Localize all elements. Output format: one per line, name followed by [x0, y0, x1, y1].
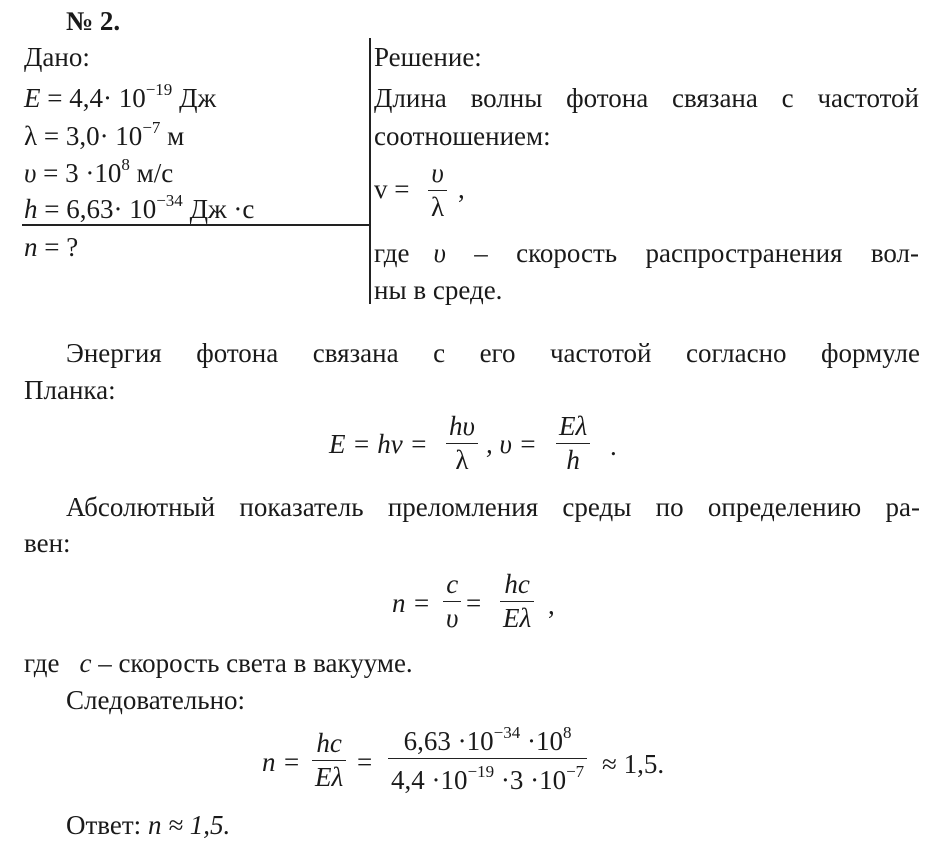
formula-2-mid: , υ = [486, 429, 537, 459]
formula-1-tail: , [458, 174, 465, 204]
formula-3-tail: , [548, 590, 555, 620]
formula-4-den-mid: ·3 ·10 [494, 765, 567, 795]
energy-value: = 4,4· 10 [40, 83, 146, 113]
energy-unit: Дж [172, 83, 217, 113]
formula-4-num-mid: ·10 [520, 726, 563, 756]
find-symbol: n [24, 232, 38, 262]
formula-1-num: υ [431, 158, 444, 188]
formula-2-tail: . [610, 431, 617, 461]
lambda-value: = 3,0· 10 [37, 121, 143, 151]
formula-3-f1-den: υ [443, 601, 461, 632]
formula-1-lhs: v = [374, 174, 410, 204]
paragraph-2-line-2: вен: [24, 528, 71, 558]
formula-4-f2-den [388, 758, 587, 794]
velocity-exp: 8 [121, 155, 130, 174]
formula-2-fraction-2 [556, 413, 590, 474]
where-1-word: где [374, 238, 410, 268]
solution-where-line [374, 240, 919, 267]
planck-unit: Дж ·с [182, 194, 255, 224]
find-eq: = ? [37, 232, 79, 262]
formula-2-f1-num: hυ [449, 411, 475, 441]
lambda-exp: −7 [142, 118, 161, 137]
column-divider [369, 38, 371, 304]
formula-3-f2-den: Eλ [500, 601, 534, 632]
paragraph-1-line-1: Энергия фотона связана с его частотой согласно формуле [66, 338, 920, 368]
formula-4-f1-num: hc [316, 728, 342, 758]
formula-3-f2-num: hc [504, 569, 530, 599]
formula-3-fraction-1 [443, 571, 461, 632]
formula-2-lhs: E = hv = [329, 429, 428, 459]
formula-4-den-exp2: −7 [566, 762, 585, 781]
formula-4-eq: = [357, 747, 373, 777]
formula-4-tail: ≈ 1,5. [602, 749, 665, 779]
formula-2-fraction-1 [446, 413, 478, 474]
given-wavelength [24, 118, 185, 151]
formula-4-num-mantissa: 6,63 ·10 [403, 726, 494, 756]
formula-2-f1-den: λ [446, 443, 478, 474]
formula-3-lhs: n = [392, 588, 431, 618]
answer-value: n ≈ 1,5. [141, 810, 231, 840]
problem-number: № 2. [66, 6, 121, 36]
formula-4-fraction-2 [388, 723, 587, 795]
energy-exp: −19 [145, 80, 173, 99]
formula-4-lhs: n = [262, 747, 301, 777]
formula-1-den: λ [428, 190, 447, 221]
given-header: Дано: [24, 42, 90, 72]
given-velocity [24, 155, 174, 188]
lambda-unit: м [160, 121, 185, 151]
lambda-symbol: λ [24, 121, 38, 151]
solution-line-1: Длина волны фотона связана с частотой [374, 83, 919, 113]
velocity-symbol: υ [24, 158, 37, 188]
formula-4-f2-num [388, 723, 587, 758]
formula-3-fraction-2 [500, 571, 534, 632]
paragraph-2-line-1: Абсолютный показатель преломления среды по определению ра- [66, 492, 920, 522]
solution-where-line-2: ны в среде. [374, 275, 503, 305]
formula-4-fraction-1 [312, 730, 346, 791]
energy-symbol: E [24, 83, 41, 113]
planck-exp: −34 [156, 191, 183, 210]
velocity-value: = 3 ·10 [36, 158, 122, 188]
planck-value: = 6,63· 10 [37, 194, 157, 224]
formula-4-den-mantissa: 4,4 ·10 [391, 765, 468, 795]
answer-label: Ответ: [66, 810, 142, 840]
where-2-word: где [24, 648, 60, 678]
formula-3-eq: = [466, 588, 482, 618]
where-2-line [24, 650, 413, 677]
solution-header: Решение: [374, 42, 482, 72]
formula-4-f1-den: Eλ [312, 760, 346, 791]
formula-4-num-exp1: −34 [493, 723, 521, 742]
planck-symbol: h [24, 194, 38, 224]
where-2-symbol: c [79, 648, 92, 678]
given-divider [22, 224, 369, 226]
formula-2-f2-den: h [556, 443, 590, 474]
formula-1-fraction [428, 160, 447, 221]
formula-2-f2-num: Eλ [559, 411, 588, 441]
paragraph-1-line-2: Планка: [24, 375, 116, 405]
formula-3-f1-num: c [446, 569, 459, 599]
formula-4-den-exp1: −19 [467, 762, 495, 781]
therefore-line: Следовательно: [66, 685, 246, 715]
where-1-text: – скорость распространения вол- [445, 238, 919, 268]
where-2-text: – скорость света в вакууме. [91, 648, 413, 678]
velocity-unit: м/с [129, 158, 174, 188]
answer-line [66, 812, 230, 839]
solution-line-2: соотношением: [374, 121, 551, 151]
formula-4-num-exp2: 8 [563, 723, 572, 742]
where-1-symbol: υ [433, 238, 446, 268]
given-energy [24, 80, 217, 113]
given-find [24, 234, 78, 261]
given-planck [24, 191, 255, 224]
